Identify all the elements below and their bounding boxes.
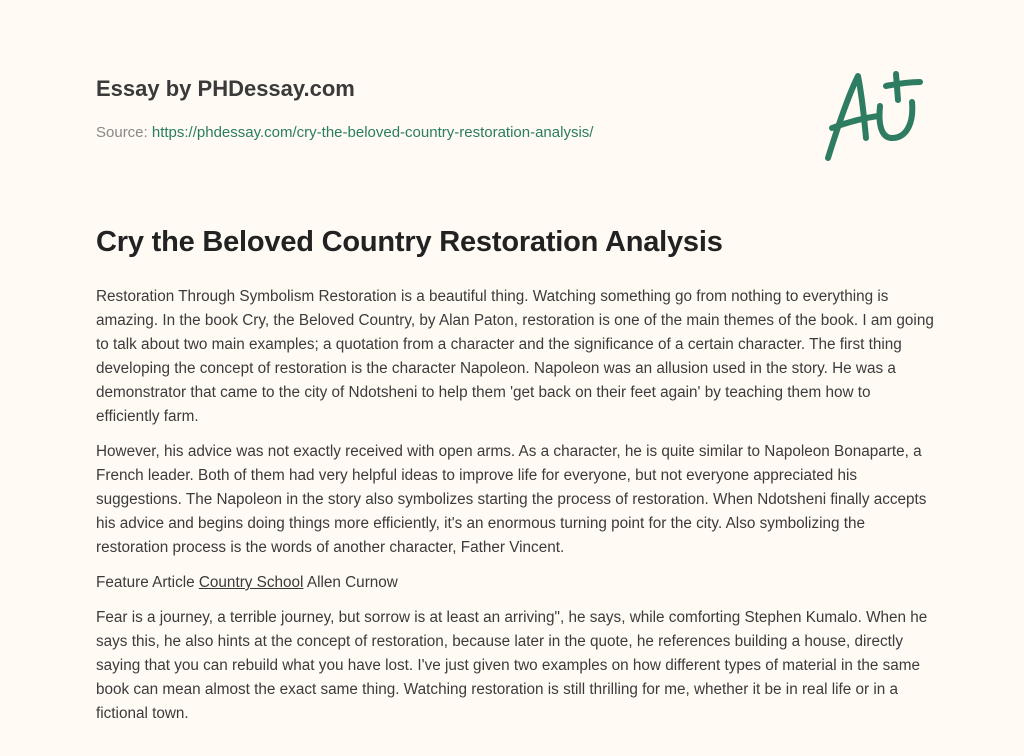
a-plus-logo-icon bbox=[820, 66, 930, 166]
feature-suffix: Allen Curnow bbox=[306, 574, 398, 591]
feature-article-link[interactable]: Country School bbox=[198, 574, 304, 591]
source-link[interactable]: https://phdessay.com/cry-the-beloved-country-restoration-analysis/ bbox=[151, 124, 594, 141]
site-brand: Essay by PHDessay.com bbox=[96, 76, 355, 101]
paragraph: Restoration Through Symbolism Restoration is a beautiful thing. Watching something go from nothing to everything is amazing. In the book Cry, the Beloved Country, by Alan Paton, restoration is one of the main themes of the book. I am going to talk about two main examples; a quotation from a character and the significance of a certain character. The first thing developing the concept of restoration is the character Napoleon. Napoleon was an allusion used in the story. He was a demonstrator that came to the city of Ndotsheni to help them 'get back on their feet again' by teaching them how to efficiently farm. bbox=[96, 288, 934, 425]
source-line bbox=[96, 124, 593, 141]
paragraph: Fear is a journey, a terrible journey, but sorrow is at least an arriving", he says, while comforting Stephen Kumalo. When he says this, he also hints at the concept of restoration, because later in the quote, he references building a house, directly saying that you can rebuild what you have lost. I've just given two examples on how different types of material in the same book can mean almost the exact same thing. Watching restoration is still thrilling for me, whether it be in real life or in a fictional town. bbox=[96, 609, 928, 722]
source-label: Source: bbox=[96, 124, 148, 141]
article-title: Cry the Beloved Country Restoration Analysis bbox=[96, 226, 723, 258]
feature-article-line bbox=[96, 571, 936, 595]
article-body bbox=[96, 285, 936, 737]
paragraph: However, his advice was not exactly received with open arms. As a character, he is quite similar to Napoleon Bonaparte, a French leader. Both of them had very helpful ideas to improve life for everyone, but not everyone appreciated his suggestions. The Napoleon in the story also symbolizes starting the process of restoration. When Ndotsheni finally accepts his advice and begins doing things more efficiently, it's an enormous turning point for the city. Also symbolizing the restoration process is the words of another character, Father Vincent. bbox=[96, 443, 927, 556]
feature-prefix: Feature Article bbox=[96, 574, 195, 591]
